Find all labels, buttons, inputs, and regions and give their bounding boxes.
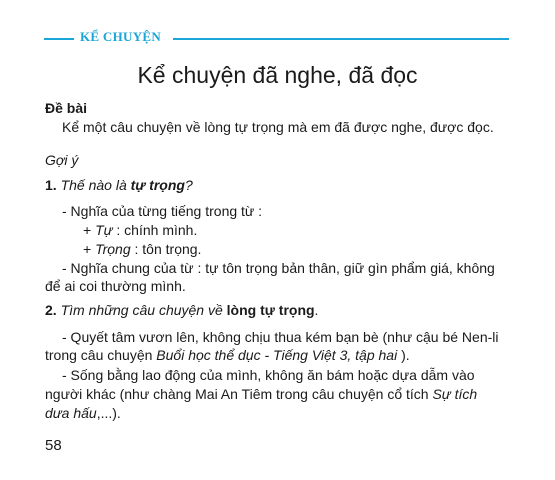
assignment-heading: Đề bài (45, 100, 88, 116)
header-rule-left (44, 38, 74, 40)
question-1-suffix: ? (184, 177, 193, 193)
meaning-word: Trọng (95, 241, 131, 257)
common-meaning-line-1: - Nghĩa chung của từ : tự tôn trọng bản thân, giữ gìn phẩm giá, không (62, 260, 495, 276)
section-header (44, 29, 509, 43)
question-2 (45, 302, 318, 319)
example-1-line-1: - Quyết tâm vươn lên, không chịu thua kém bạn bè (như cậu bé Nen-li (62, 329, 499, 345)
page-title: Kể chuyện đã nghe, đã đọc (137, 62, 418, 88)
page-number: 58 (45, 437, 62, 454)
meaning-item-trong (83, 241, 201, 258)
meaning-text: : tôn trọng. (134, 241, 202, 257)
example-1-suffix: ). (401, 347, 410, 363)
example-2-prefix: người khác (như chàng Mai An Tiêm trong câu chuyện cổ tích (45, 386, 429, 402)
example-1-story-title: Buổi học thể dục - Tiếng Việt 3, tập hai (156, 347, 398, 363)
meaning-word: Tự (95, 222, 113, 238)
example-1-line-2 (45, 347, 410, 364)
example-2-line-2 (45, 386, 477, 403)
bullet: + (83, 241, 92, 257)
word-meaning-label: - Nghĩa của từng tiếng trong từ : (62, 203, 263, 219)
example-1-prefix: trong câu chuyện (45, 347, 153, 363)
header-rule-right (173, 38, 509, 40)
example-2-line-1: - Sống bằng lao động của mình, không ăn bám hoặc dựa dẫm vào (62, 367, 475, 383)
question-1-keyword: tự trọng (130, 177, 185, 193)
question-2-prefix: Tìm những câu chuyện về (60, 302, 223, 318)
bullet: + (83, 222, 92, 238)
example-2-suffix: ,...). (96, 405, 121, 421)
question-1-prefix: Thế nào là (60, 177, 127, 193)
meaning-item-tu (83, 222, 197, 239)
question-2-number: 2. (45, 302, 57, 318)
assignment-text: Kể một câu chuyện về lòng tự trọng mà em đã được nghe, được đọc. (62, 119, 494, 135)
question-1-number: 1. (45, 177, 57, 193)
meaning-text: : chính mình. (116, 222, 198, 238)
question-1 (45, 177, 193, 194)
example-2-line-3 (45, 405, 121, 422)
common-meaning-line-2: để ai coi thường mình. (45, 278, 186, 294)
hint-heading: Gợi ý (45, 152, 79, 168)
question-2-suffix: . (314, 302, 319, 318)
example-2-story-title-part-1: Sự tích (432, 386, 478, 402)
section-label: KỂ CHUYỆN (80, 29, 162, 44)
example-2-story-title-part-2: dưa hấu (45, 405, 97, 421)
question-2-keyword: lòng tự trọng (226, 302, 315, 318)
